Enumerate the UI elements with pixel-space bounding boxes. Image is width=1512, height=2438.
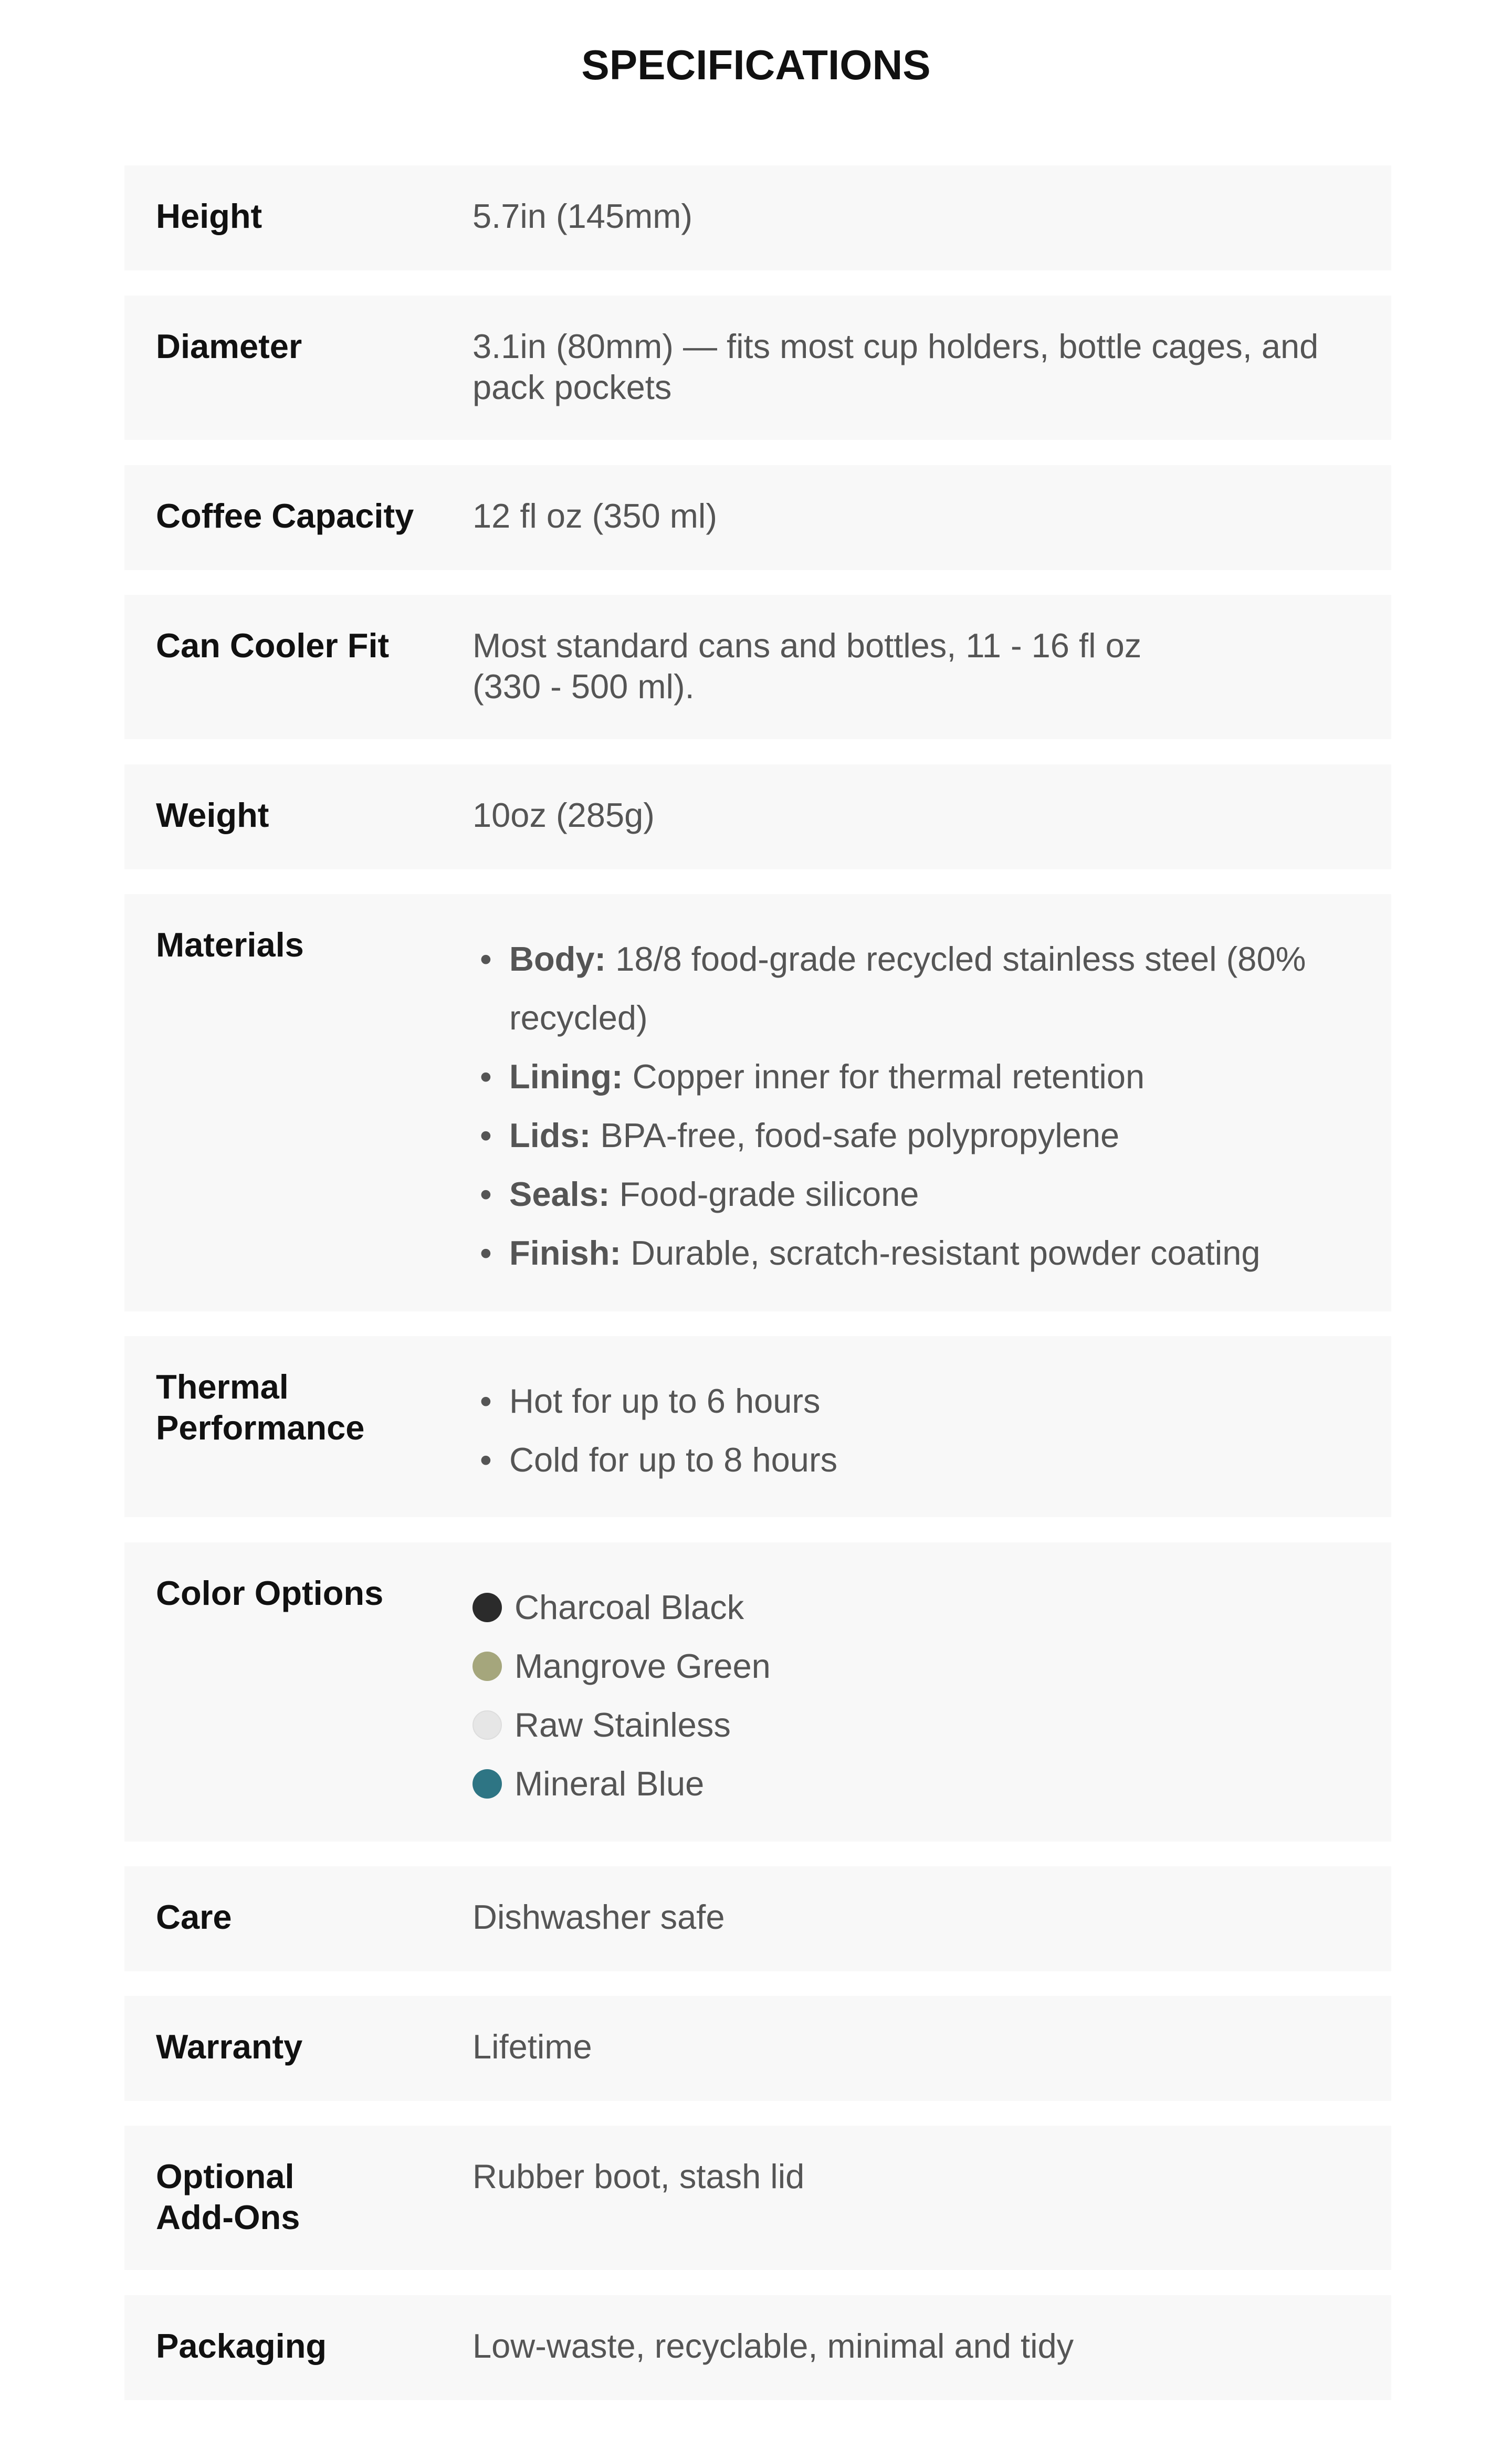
- spec-row-packaging: [124, 2295, 1391, 2400]
- list-item: [472, 1224, 1365, 1283]
- spec-label: Care: [156, 1898, 232, 1936]
- color-name: Charcoal Black: [514, 1588, 744, 1626]
- spec-value: 10oz (285g): [472, 796, 655, 834]
- spec-label: Height: [156, 197, 262, 235]
- bullet-icon: •: [480, 940, 492, 978]
- material-text: BPA-free, food-safe polypropylene: [591, 1116, 1120, 1154]
- spec-value-line: (330 - 500 ml).: [472, 667, 695, 706]
- color-option: [472, 1696, 771, 1754]
- list-item: [472, 1106, 1365, 1165]
- color-option: [472, 1754, 771, 1813]
- bullet-icon: •: [480, 1116, 492, 1154]
- spec-row-materials: [124, 894, 1391, 1311]
- material-term: Lids:: [509, 1116, 591, 1154]
- color-option: [472, 1637, 771, 1696]
- color-swatch-icon: [472, 1593, 502, 1622]
- list-item: [472, 1165, 1365, 1224]
- list-item: [472, 1431, 1365, 1489]
- spec-value: Rubber boot, stash lid: [472, 2157, 805, 2195]
- spec-row-coffee-capacity: [124, 465, 1391, 570]
- color-swatch-icon: [472, 1652, 502, 1681]
- spec-value: Lifetime: [472, 2027, 592, 2066]
- thermal-text: Hot for up to 6 hours: [509, 1382, 821, 1420]
- spec-label: Weight: [156, 796, 269, 834]
- color-name: Raw Stainless: [514, 1706, 731, 1744]
- list-item: [472, 930, 1365, 1047]
- list-item: [472, 1047, 1365, 1106]
- spec-row-color-options: [124, 1542, 1391, 1842]
- list-item: [472, 1372, 1365, 1431]
- page-title: SPECIFICATIONS: [581, 41, 931, 88]
- color-name: Mangrove Green: [514, 1647, 771, 1685]
- color-swatch-icon: [472, 1710, 502, 1740]
- spec-row-height: [124, 165, 1391, 270]
- color-option: [472, 1578, 771, 1637]
- bullet-icon: •: [480, 1175, 492, 1213]
- spec-label: Optional Add-Ons: [156, 2157, 300, 2236]
- spec-label: Coffee Capacity: [156, 497, 414, 535]
- spec-row-diameter: [124, 296, 1391, 440]
- material-text: Copper inner for thermal retention: [623, 1057, 1145, 1096]
- material-term: Seals:: [509, 1175, 610, 1213]
- spec-row-care: [124, 1866, 1391, 1971]
- spec-label: Materials: [156, 926, 304, 964]
- spec-value: [472, 625, 1360, 707]
- materials-list: [472, 930, 1365, 1283]
- spec-label: Can Cooler Fit: [156, 626, 390, 665]
- spec-row-optional-add-ons: [124, 2126, 1391, 2270]
- material-text: Food-grade silicone: [610, 1175, 919, 1213]
- material-text: Durable, scratch-resistant powder coating: [621, 1234, 1261, 1272]
- material-text: 18/8 food-grade recycled stainless steel (80% recycled): [509, 940, 1306, 1037]
- spec-row-weight: [124, 764, 1391, 869]
- material-term: Lining:: [509, 1057, 623, 1096]
- color-name: Mineral Blue: [514, 1764, 705, 1803]
- bullet-icon: •: [480, 1057, 492, 1096]
- material-term: Body:: [509, 940, 606, 978]
- spec-label: Thermal Performance: [156, 1368, 365, 1447]
- color-options-list: [472, 1578, 771, 1813]
- spec-label: Color Options: [156, 1574, 384, 1612]
- thermal-text: Cold for up to 8 hours: [509, 1441, 838, 1479]
- bullet-icon: •: [480, 1441, 492, 1479]
- spec-label: Packaging: [156, 2327, 327, 2365]
- spec-row-warranty: [124, 1996, 1391, 2101]
- spec-value: 5.7in (145mm): [472, 197, 693, 235]
- spec-row-thermal-performance: [124, 1336, 1391, 1517]
- spec-value: Low-waste, recyclable, minimal and tidy: [472, 2327, 1074, 2365]
- spec-row-can-cooler-fit: [124, 595, 1391, 739]
- spec-value-line: Most standard cans and bottles, 11 - 16 fl oz: [472, 626, 1142, 665]
- bullet-icon: •: [480, 1382, 492, 1420]
- bullet-icon: •: [480, 1234, 492, 1272]
- thermal-list: [472, 1372, 1365, 1489]
- material-term: Finish:: [509, 1234, 622, 1272]
- spec-value: 3.1in (80mm) — fits most cup holders, bottle cages, and pack pockets: [472, 327, 1319, 406]
- spec-label: Warranty: [156, 2027, 303, 2066]
- color-swatch-icon: [472, 1769, 502, 1799]
- spec-value: Dishwasher safe: [472, 1898, 725, 1936]
- spec-value: 12 fl oz (350 ml): [472, 497, 718, 535]
- spec-label: Diameter: [156, 327, 302, 365]
